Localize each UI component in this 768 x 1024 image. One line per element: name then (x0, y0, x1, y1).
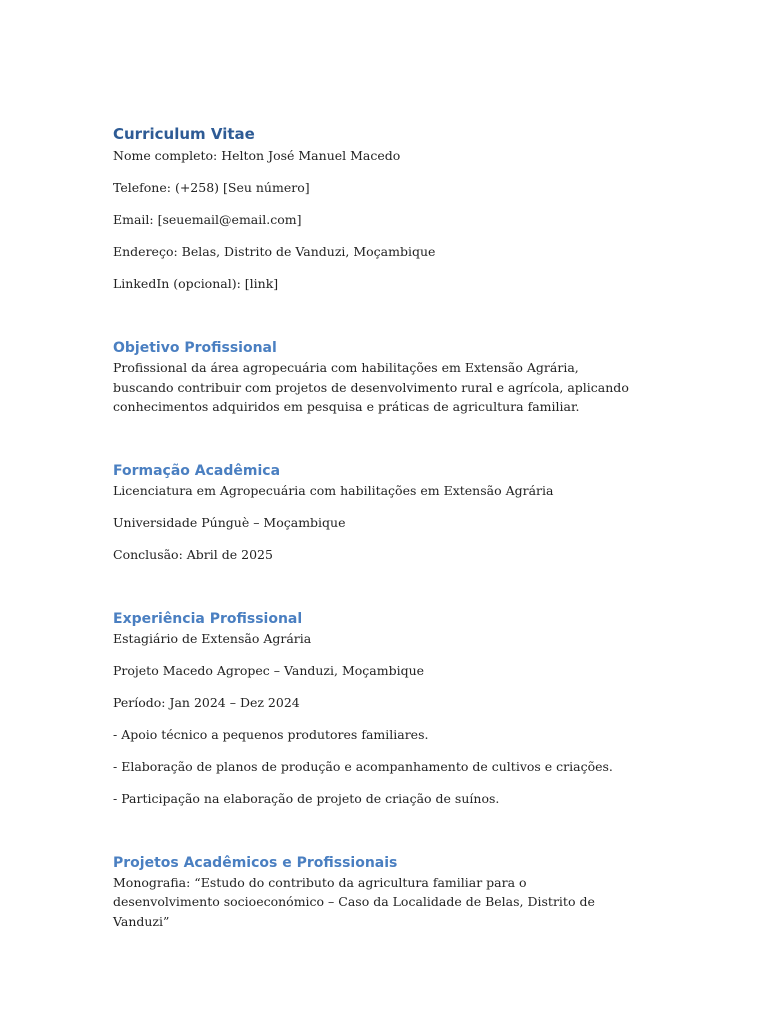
contact-phone: Telefone: (+258) [Seu número] (113, 180, 310, 195)
experience-task-1: - Apoio técnico a pequenos produtores familiares. (113, 726, 429, 742)
education-completion: Conclusão: Abril de 2025 (113, 546, 273, 562)
contact-address: Endereço: Belas, Distrito de Vanduzi, Moçambique (113, 244, 436, 259)
experience-task-3: - Participação na elaboração de projeto de criação de suínos. (113, 790, 500, 806)
education-heading: Formação Acadêmica (113, 462, 281, 479)
projects-heading: Projetos Acadêmicos e Profissionais (113, 854, 398, 871)
contact-full-name: Nome completo: Helton José Manuel Macedo (113, 148, 401, 163)
contact-linkedin: LinkedIn (opcional): [link] (113, 276, 279, 291)
objective-text: Profissional da área agropecuária com habilitações em Extensão Agrária, buscando contribuir com projetos de desenvolvimento rural e agrícola, aplicando conhecimentos adquiridos em pesquisa e práticas de agricultura familiar. (113, 360, 629, 414)
experience-role: Estagiário de Extensão Agrária (113, 630, 312, 646)
education-degree: Licenciatura em Agropecuária com habilitações em Extensão Agrária (113, 482, 554, 498)
contact-email: Email: [seuemail@email.com] (113, 212, 302, 227)
education-university: Universidade Púnguè – Moçambique (113, 514, 346, 530)
experience-heading: Experiência Profissional (113, 610, 303, 627)
objective-heading: Objetivo Profissional (113, 340, 277, 356)
experience-task-2: - Elaboração de planos de produção e acompanhamento de cultivos e criações. (113, 758, 613, 774)
document-title: Curriculum Vitae (113, 125, 255, 143)
projects-monograph: Monografia: “Estudo do contributo da agricultura familiar para o desenvolvimento socioeconómico – Caso da Localidade de Belas, Distrito de Vanduzi” (113, 874, 595, 929)
cv-document (113, 124, 653, 931)
experience-project: Projeto Macedo Agropec – Vanduzi, Moçambique (113, 662, 425, 678)
experience-period: Período: Jan 2024 – Dez 2024 (113, 694, 300, 710)
